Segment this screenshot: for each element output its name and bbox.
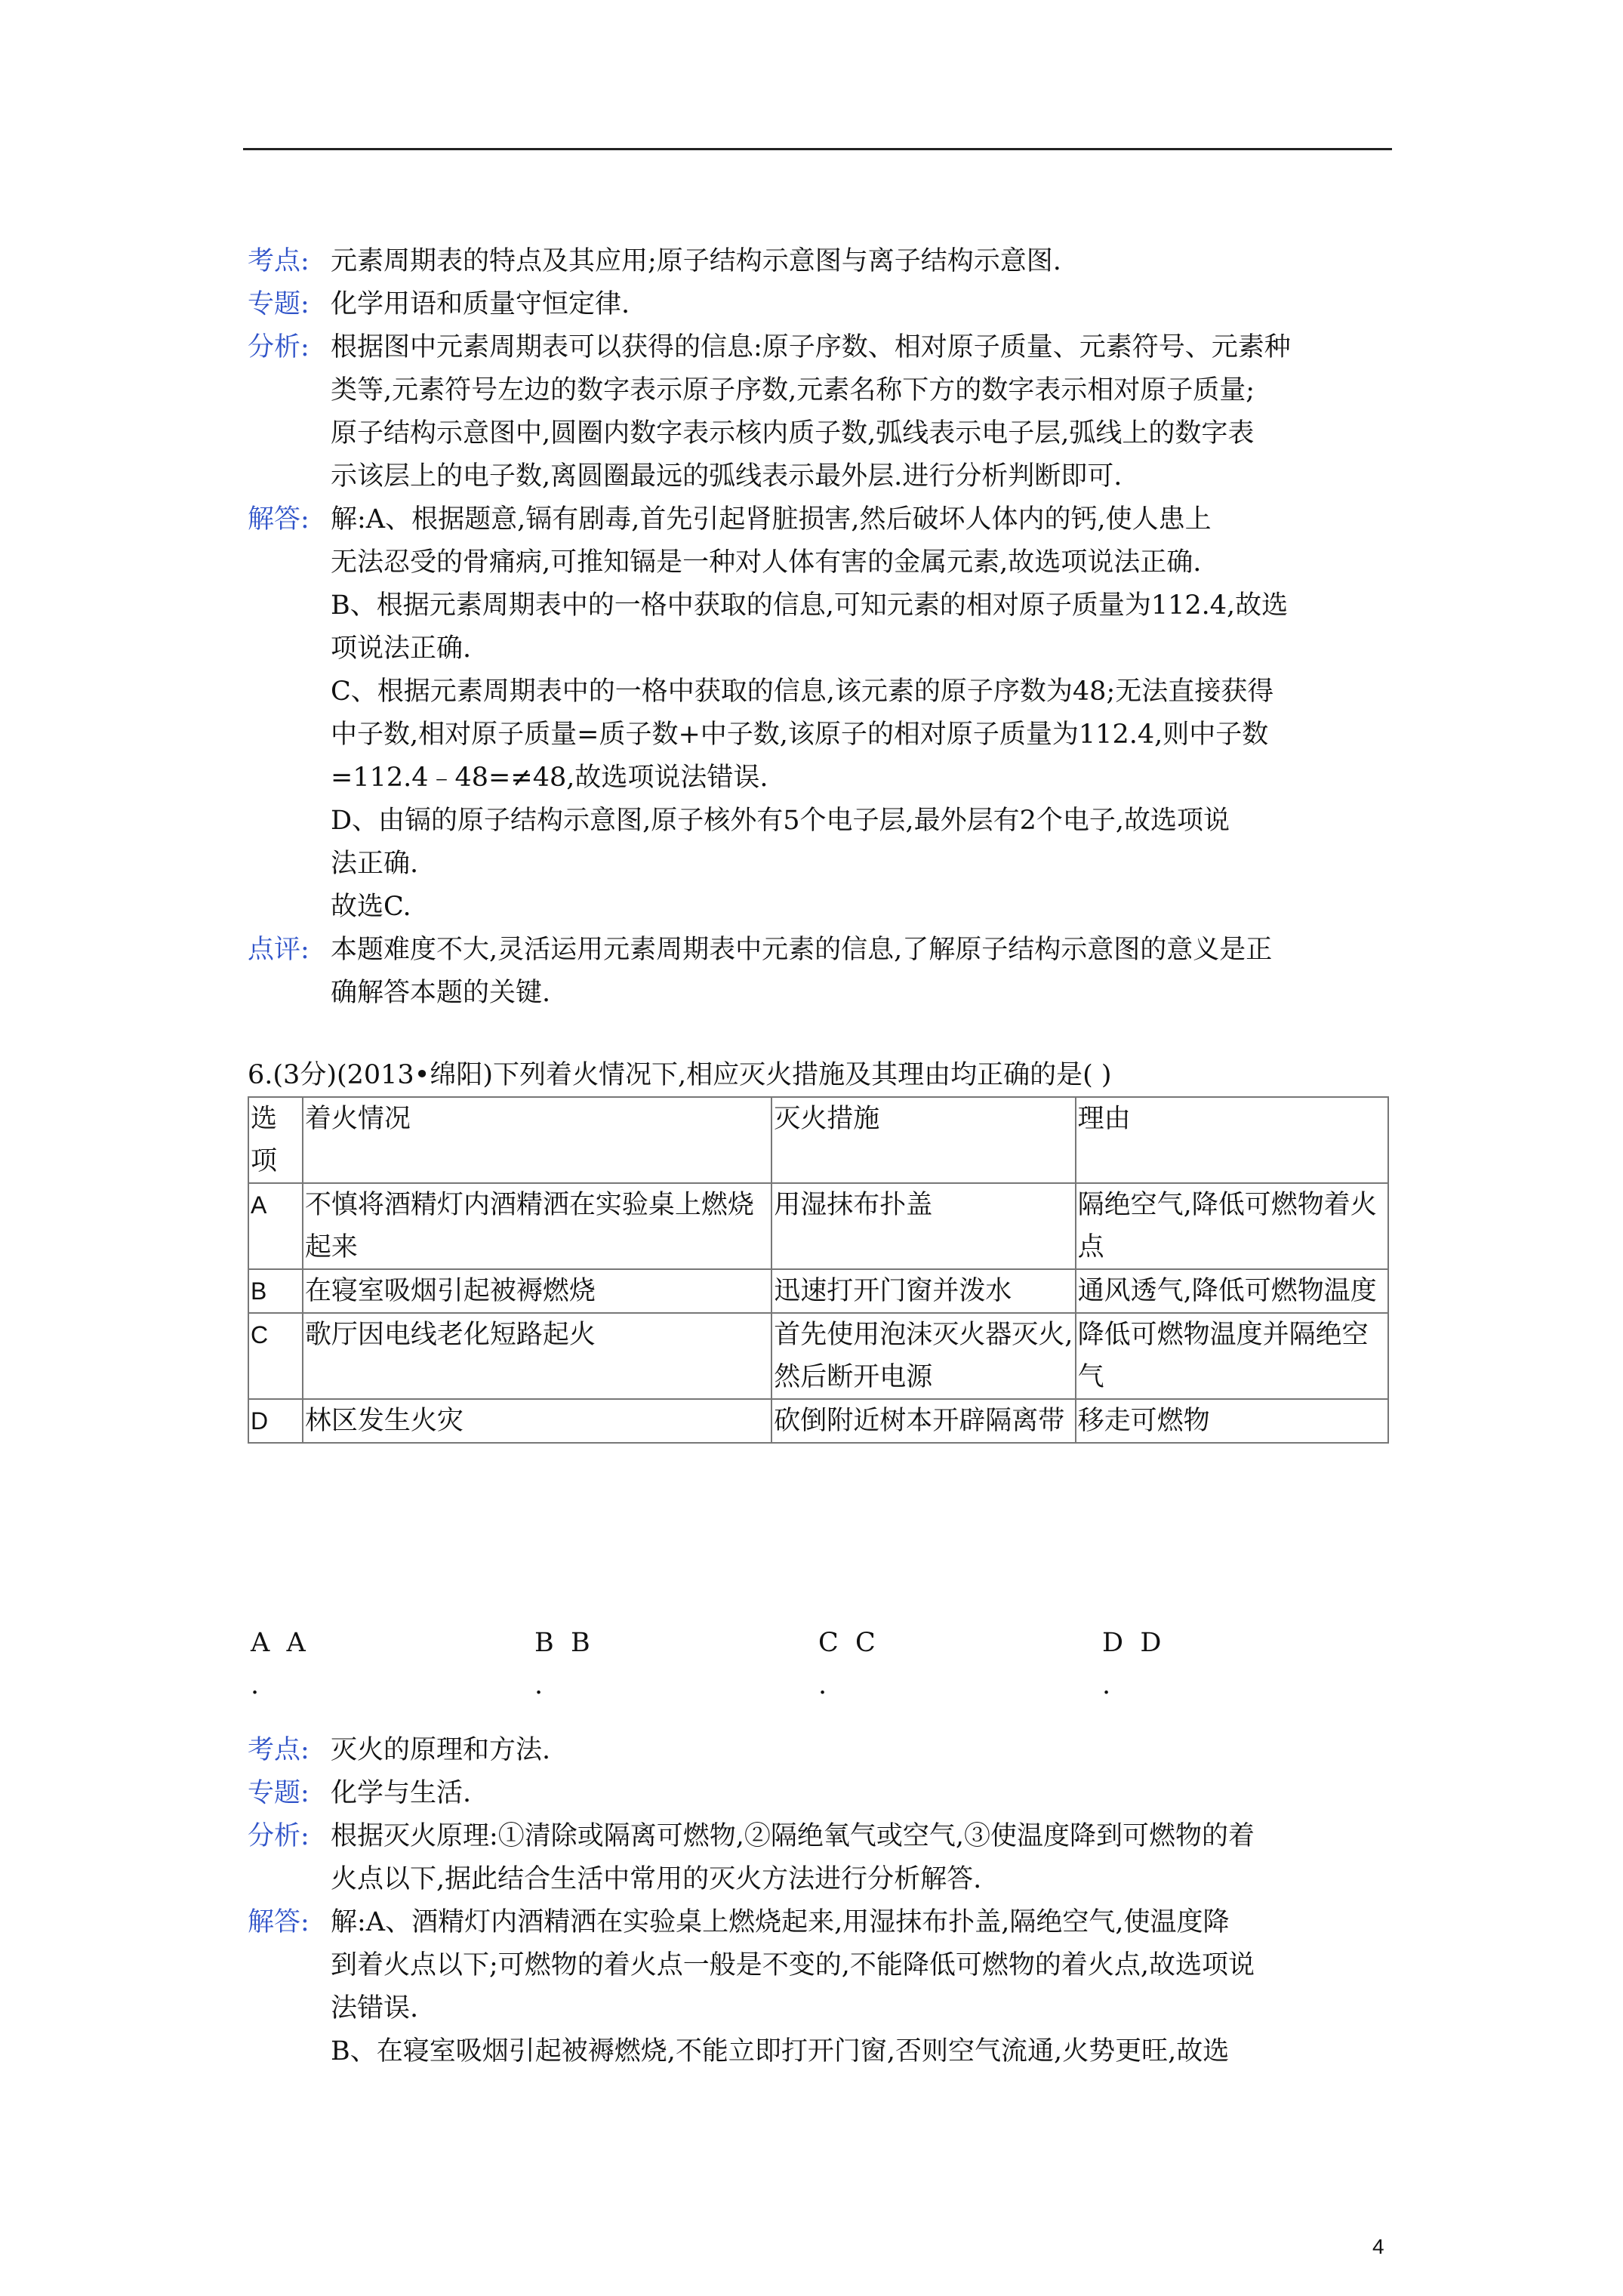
table-cell: 移走可燃物 — [1076, 1399, 1388, 1443]
choice-letter: C — [818, 1628, 839, 1658]
fenxi-label: 分析: — [248, 332, 310, 362]
q5-solution — [248, 240, 1395, 1015]
choice-dot: . — [1102, 1670, 1111, 1700]
choice-letter: A — [251, 1628, 270, 1658]
choice-text: A — [286, 1628, 306, 1658]
table-cell: 在寝室吸烟引起被褥燃烧 — [303, 1269, 771, 1313]
table-cell: 迅速打开门窗并泼水 — [771, 1269, 1075, 1313]
header-cell: 灭火措施 — [771, 1097, 1075, 1183]
jieda-line: 法错误. — [331, 1993, 419, 2023]
fenxi-line: 类等,元素符号左边的数字表示原子序数,元素名称下方的数字表示相对原子质量; — [331, 375, 1255, 405]
table-cell: B — [248, 1269, 303, 1313]
choice-b — [534, 1622, 590, 1706]
jieda-line: B、根据元素周期表中的一格中获取的信息,可知元素的相对原子质量为112.4,故选 — [331, 590, 1289, 621]
kaodian-row — [248, 240, 1395, 283]
table-row — [248, 1313, 1388, 1399]
fenxi-line: 根据灭火原理:①清除或隔离可燃物,②隔绝氧气或空气,③使温度降到可燃物的着 — [331, 1821, 1255, 1851]
jieda-line: =112.4﹣48=≠48,故选项说法错误. — [331, 763, 768, 793]
jieda-line: D、由镉的原子结构示意图,原子核外有5个电子层,最外层有2个电子,故选项说 — [331, 806, 1230, 836]
table-row — [248, 1269, 1388, 1313]
jieda-line: B、在寝室吸烟引起被褥燃烧,不能立即打开门窗,否则空气流通,火势更旺,故选 — [331, 2036, 1230, 2066]
table-cell: 通风透气,降低可燃物温度 — [1076, 1269, 1388, 1313]
fenxi-row — [248, 326, 1395, 369]
dianping-label: 点评: — [248, 935, 310, 965]
table-cell: 不慎将酒精灯内酒精洒在实验桌上燃烧起来 — [303, 1183, 771, 1269]
table-row — [248, 1183, 1388, 1269]
choice-text: B — [571, 1628, 590, 1658]
kaodian-label: 考点: — [248, 246, 310, 276]
choice-dot: . — [534, 1670, 544, 1700]
table-cell: 砍倒附近树本开辟隔离带 — [771, 1399, 1075, 1443]
zhuanti-label: 专题: — [248, 289, 310, 319]
q6-solution — [248, 1729, 1395, 2073]
options-table — [248, 1096, 1389, 1444]
zhuanti-text: 化学用语和质量守恒定律. — [331, 289, 630, 319]
jieda-line: 无法忍受的骨痛病,可推知镉是一种对人体有害的金属元素,故选项说法正确. — [331, 547, 1202, 578]
fenxi-row — [248, 1815, 1395, 1858]
table-cell: 隔绝空气,降低可燃物着火点 — [1076, 1183, 1388, 1269]
choice-c — [818, 1622, 876, 1706]
choice-dot: . — [251, 1670, 260, 1700]
kaodian-text: 灭火的原理和方法. — [331, 1735, 551, 1765]
fenxi-line: 示该层上的电子数,离圆圈最远的弧线表示最外层.进行分析判断即可. — [331, 461, 1123, 492]
kaodian-text: 元素周期表的特点及其应用;原子结构示意图与离子结构示意图. — [331, 246, 1061, 276]
zhuanti-text: 化学与生活. — [331, 1778, 472, 1808]
kaodian-row — [248, 1729, 1395, 1772]
fenxi-line: 火点以下,据此结合生活中常用的灭火方法进行分析解答. — [331, 1864, 982, 1894]
table-cell: 用湿抹布扑盖 — [771, 1183, 1075, 1269]
header-cell: 着火情况 — [303, 1097, 771, 1183]
question-6-stem: 6.(3分)(2013•绵阳)下列着火情况下,相应灭火措施及其理由均正确的是( ) — [248, 1060, 1112, 1090]
jieda-line: 解:A、酒精灯内酒精洒在实验桌上燃烧起来,用湿抹布扑盖,隔绝空气,使温度降 — [331, 1907, 1230, 1937]
table-cell: D — [248, 1399, 303, 1443]
jieda-line: 法正确. — [331, 849, 419, 879]
choice-a — [251, 1622, 306, 1706]
choice-d — [1102, 1622, 1161, 1706]
page-number: 4 — [1372, 2235, 1384, 2258]
zhuanti-row — [248, 1772, 1395, 1815]
choice-letter: D — [1102, 1628, 1124, 1658]
header-cell: 选项 — [248, 1097, 303, 1183]
choice-dot: . — [818, 1670, 827, 1700]
table-cell: 歌厅因电线老化短路起火 — [303, 1313, 771, 1399]
zhuanti-label: 专题: — [248, 1778, 310, 1808]
fenxi-label: 分析: — [248, 1821, 310, 1851]
table-cell: A — [248, 1183, 303, 1269]
choice-text: D — [1140, 1628, 1162, 1658]
table-header-row — [248, 1097, 1388, 1183]
zhuanti-row — [248, 283, 1395, 326]
choice-letter: B — [534, 1628, 554, 1658]
jieda-line: C、根据元素周期表中的一格中获取的信息,该元素的原子序数为48;无法直接获得 — [331, 676, 1274, 707]
kaodian-label: 考点: — [248, 1735, 310, 1765]
fenxi-line: 原子结构示意图中,圆圈内数字表示核内质子数,弧线表示电子层,弧线上的数字表 — [331, 418, 1255, 448]
dianping-row — [248, 929, 1395, 972]
jieda-line: 中子数,相对原子质量=质子数+中子数,该原子的相对原子质量为112.4,则中子数 — [331, 720, 1269, 750]
header-cell: 理由 — [1076, 1097, 1388, 1183]
jieda-label: 解答: — [248, 1907, 310, 1937]
jieda-line: 到着火点以下;可燃物的着火点一般是不变的,不能降低可燃物的着火点,故选项说 — [331, 1950, 1255, 1980]
dianping-line: 本题难度不大,灵活运用元素周期表中元素的信息,了解原子结构示意图的意义是正 — [331, 935, 1273, 965]
jieda-line: 项说法正确. — [331, 633, 472, 664]
jieda-row — [248, 1901, 1395, 1944]
table-cell: 首先使用泡沫灭火器灭火,然后断开电源 — [771, 1313, 1075, 1399]
table-cell: 林区发生火灾 — [303, 1399, 771, 1443]
choice-text: C — [855, 1628, 876, 1658]
jieda-label: 解答: — [248, 504, 310, 535]
jieda-line: 故选C. — [331, 892, 411, 922]
fenxi-line: 根据图中元素周期表可以获得的信息:原子序数、相对原子质量、元素符号、元素种 — [331, 332, 1291, 362]
header-rule — [243, 148, 1392, 150]
jieda-line: 解:A、根据题意,镉有剧毒,首先引起肾脏损害,然后破坏人体内的钙,使人患上 — [331, 504, 1212, 535]
jieda-row — [248, 498, 1395, 541]
table-row — [248, 1399, 1388, 1443]
dianping-line: 确解答本题的关键. — [331, 978, 551, 1008]
table-cell: 降低可燃物温度并隔绝空气 — [1076, 1313, 1388, 1399]
table-cell: C — [248, 1313, 303, 1399]
